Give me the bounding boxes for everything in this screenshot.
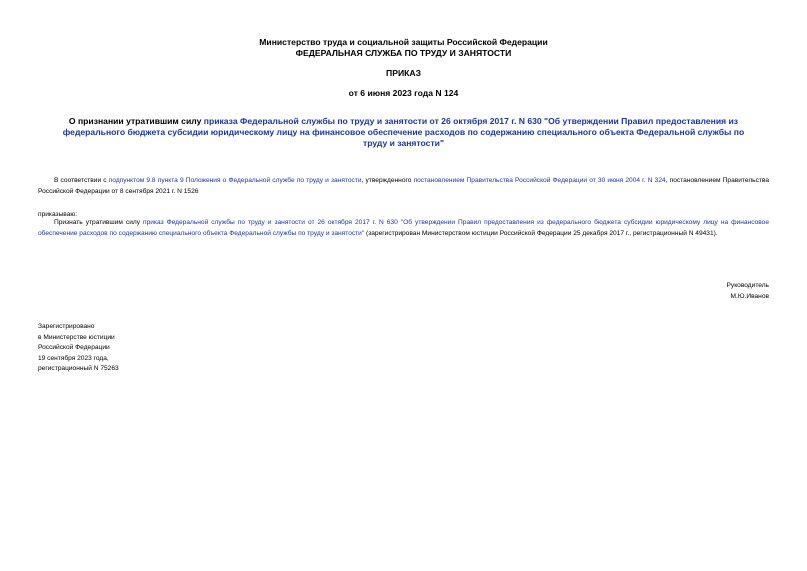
title-prefix: О признании утратившим силу — [68, 116, 204, 126]
signer-name: М.Ю.Иванов — [730, 292, 769, 300]
document-date: от 6 июня 2023 года N 124 — [348, 88, 459, 98]
operative-paragraph — [38, 218, 769, 239]
preamble-text-3: , постановлением Правительства Российской Федерации от 8 сентября 2021 г. N 1526 — [38, 177, 770, 195]
preamble-text-2: , утвержденного — [361, 177, 414, 184]
operative-text-1: Признать утратившим силу — [54, 219, 144, 226]
document-type: ПРИКАЗ — [386, 68, 421, 78]
registration-line-5: регистрационный N 75263 — [38, 365, 119, 372]
preamble-paragraph — [38, 176, 769, 197]
signature-block — [727, 281, 769, 302]
agency-name: ФЕДЕРАЛЬНАЯ СЛУЖБА ПО ТРУДУ И ЗАНЯТОСТИ — [295, 48, 512, 58]
title-link[interactable]: приказа Федеральной службы по труду и занятости от 26 октября 2017 г. N 630 "Об утверждении Правил предоставления из федерального бюджета субсидии юридическому лицу на финансовое обеспечение расходов по содержанию специального объекта Федеральной службы по труду и занятости" — [62, 116, 745, 148]
preamble-link-resolution[interactable]: постановлением Правительства Российской Федерации от 30 июня 2004 г. N 324 — [413, 177, 666, 184]
ministry-name: Министерство труда и социальной защиты Российской Федерации — [259, 37, 548, 47]
preamble-text-1: В соответствии с — [54, 177, 109, 184]
order-word: приказываю: — [38, 211, 78, 218]
document-title — [50, 116, 757, 149]
preamble-link-regulation[interactable]: подпунктом 9.8 пункта 9 Положения о Федеральной службе по труду и занятости — [108, 177, 362, 184]
operative-text-2: (зарегистрирован Министерством юстиции Российской Федерации 25 декабря 2017 г., регистрационный N 49431). — [364, 229, 718, 237]
registration-line-4: 19 сентября 2023 года, — [38, 354, 109, 362]
registration-line-1: Зарегистрировано — [38, 323, 95, 330]
operative-link-order[interactable]: приказ Федеральной службы по труду и занятости от 26 октября 2017 г. N 630 "Об утверждении Правил предоставления из федерального бюджета субсидии юридическому лицу на финансовое обеспечение расходов по содержанию специального объекта Федеральной службы по труду и занятости" — [38, 219, 769, 237]
registration-line-2: в Министерстве юстиции — [38, 333, 115, 341]
signer-position: Руководитель — [726, 282, 769, 289]
registration-block — [38, 322, 119, 375]
registration-line-3: Российской Федерации — [38, 344, 110, 351]
